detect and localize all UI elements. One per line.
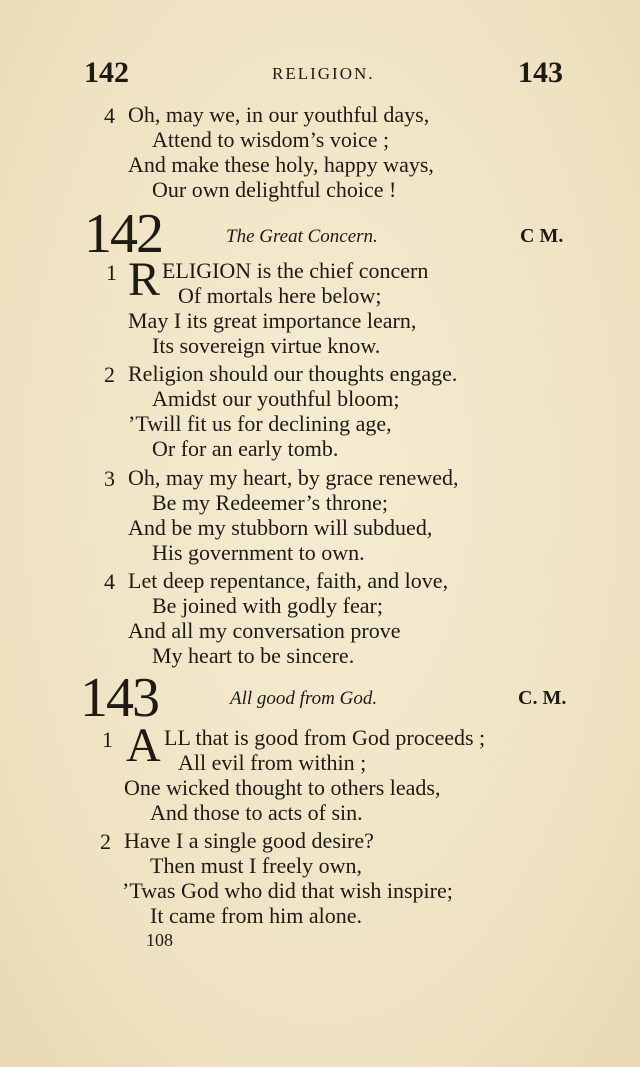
verse-number: 1 <box>106 260 117 285</box>
verse-line: Be joined with godly fear; <box>152 593 383 618</box>
verse-line: Its sovereign virtue know. <box>152 333 381 358</box>
hymn-title-142: The Great Concern. <box>226 226 378 247</box>
verse-line: Or for an early tomb. <box>152 436 339 461</box>
verse-line: And all my conversation prove <box>128 618 401 643</box>
verse-line: Our own delightful choice ! <box>152 177 397 202</box>
drop-cap: A <box>126 719 161 772</box>
hymn-meter-143: C. M. <box>518 687 567 709</box>
folio: 108 <box>146 930 173 950</box>
hymn-number-142: 142 <box>84 203 162 265</box>
verse-line: Oh, may my heart, by grace renewed, <box>128 465 459 490</box>
verse-number: 2 <box>100 829 111 854</box>
running-head: RELIGION. <box>272 64 375 83</box>
hymn-title-143: All good from God. <box>230 688 378 709</box>
verse-line: Of mortals here below; <box>178 283 382 308</box>
right-page-number: 143 <box>518 56 563 89</box>
verse-line: Be my Redeemer’s throne; <box>152 490 389 515</box>
verse-number: 3 <box>104 466 115 491</box>
verse-line: Attend to wisdom’s voice ; <box>152 127 390 152</box>
verse-line: Let deep repentance, faith, and love, <box>128 568 449 593</box>
hymn-number-143: 143 <box>80 667 158 729</box>
verse-line: One wicked thought to others leads, <box>124 775 441 800</box>
verse-line: All evil from within ; <box>178 750 367 775</box>
verse-line: My heart to be sincere. <box>152 643 355 668</box>
verse-line: Amidst our youthful bloom; <box>152 386 400 411</box>
verse-line: ’Twill fit us for declining age, <box>128 411 392 436</box>
verse-line: His government to own. <box>152 540 365 565</box>
verse-line: Oh, may we, in our youthful days, <box>128 102 430 127</box>
verse-number: 4 <box>104 103 115 128</box>
verse-line: Have I a single good desire? <box>124 828 374 853</box>
verse-line: And be my stubborn will subdued, <box>128 515 433 540</box>
verse-line: May I its great importance learn, <box>128 308 417 333</box>
left-page-number: 142 <box>84 56 129 89</box>
verse-line: And make these holy, happy ways, <box>128 152 434 177</box>
verse-line: ELIGION is the chief concern <box>162 258 429 283</box>
drop-cap: R <box>128 253 161 306</box>
verse-number: 1 <box>102 727 113 752</box>
verse-line: And those to acts of sin. <box>150 800 363 825</box>
verse-line: Then must I freely own, <box>150 853 362 878</box>
verse-number: 4 <box>104 569 115 594</box>
verse-line: LL that is good from God proceeds ; <box>164 725 486 750</box>
verse-line: ’Twas God who did that wish inspire; <box>122 878 453 903</box>
hymn-meter-142: C M. <box>520 225 564 247</box>
verse-number: 2 <box>104 362 115 387</box>
verse-line: Religion should our thoughts engage. <box>128 361 458 386</box>
verse-line: It came from him alone. <box>150 903 362 928</box>
